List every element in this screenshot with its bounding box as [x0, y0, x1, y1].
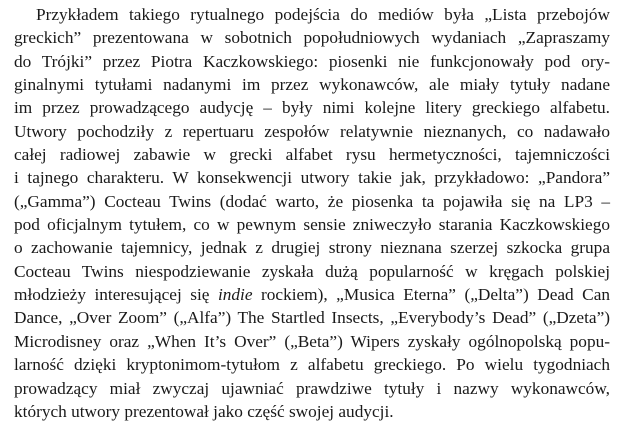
text-line-2: greckich” prezentowana w sobotnich popołudniowych wydaniach „Zapraszamy [14, 28, 610, 48]
text-line-1: Przykładem takiego rytualnego podejścia do mediów była „Lista przebojów [36, 5, 610, 24]
text-line-4: ginalnymi tytułami nadanymi im przez wykonawców, ale miały tytuły nadane [14, 75, 610, 95]
text-segment-before-italic: młodzieży interesującej się [14, 285, 218, 305]
text-line-16: larność dzięki kryptonimom-tytułom z alfabetu greckiego. Po wielu tygodniach [14, 355, 610, 375]
text-segment-after-italic: rockiem), „Musica Eterna” („Delta”) Dead Can [252, 285, 611, 305]
text-line-10: pod oficjalnym tytułem, co w pewnym sensie zniweczyło starania Kaczkowskiego [14, 215, 610, 235]
text-line-18: których utwory prezentował jako część swojej audycji. [14, 401, 394, 421]
text-line-12: Cocteau Twins niespodziewanie zyskała dużą popularność w kręgach polskiej [14, 261, 610, 281]
text-line-8: i tajnego charakteru. W konsekwencji utwory takie jak, przykładowo: „Pandora” [14, 168, 610, 188]
text-line-3: do Trójki” przez Piotra Kaczkowskiego: piosenki nie funkcjonowały pod ory- [14, 51, 610, 71]
text-line-5: im przez prowadzącego audycję – były nimi kolejne litery greckiego alfabetu. [14, 98, 610, 118]
text-line-15: Microdisney oraz „When It’s Over” („Beta”) Wipers zyskały ogólnopolską popu- [14, 331, 610, 351]
text-line-13 [14, 283, 610, 306]
text-line-6: Utwory pochodziły z repertuaru zespołów relatywnie nieznanych, co nadawało [14, 121, 610, 141]
text-line-17: prowadzący miał zwyczaj ujawniać prawdziwe tytuły i nazwy wykonawców, [14, 378, 610, 398]
italic-word-indie: indie [217, 285, 253, 305]
body-paragraph [14, 3, 610, 423]
text-line-7: całej radiowej zabawie w grecki alfabet rysu hermetyczności, tajemniczości [14, 145, 610, 165]
text-line-9: („Gamma”) Cocteau Twins (dodać warto, że piosenka ta pojawiła się na LP3 – [14, 191, 610, 211]
text-line-11: o zachowanie tajemnicy, jednak z drugiej strony nieznana szerzej szkocka grupa [14, 238, 610, 258]
text-line-14: Dance, „Over Zoom” („Alfa”) The Startled Insects, „Everybody’s Dead” („Dzeta”) [14, 308, 610, 328]
